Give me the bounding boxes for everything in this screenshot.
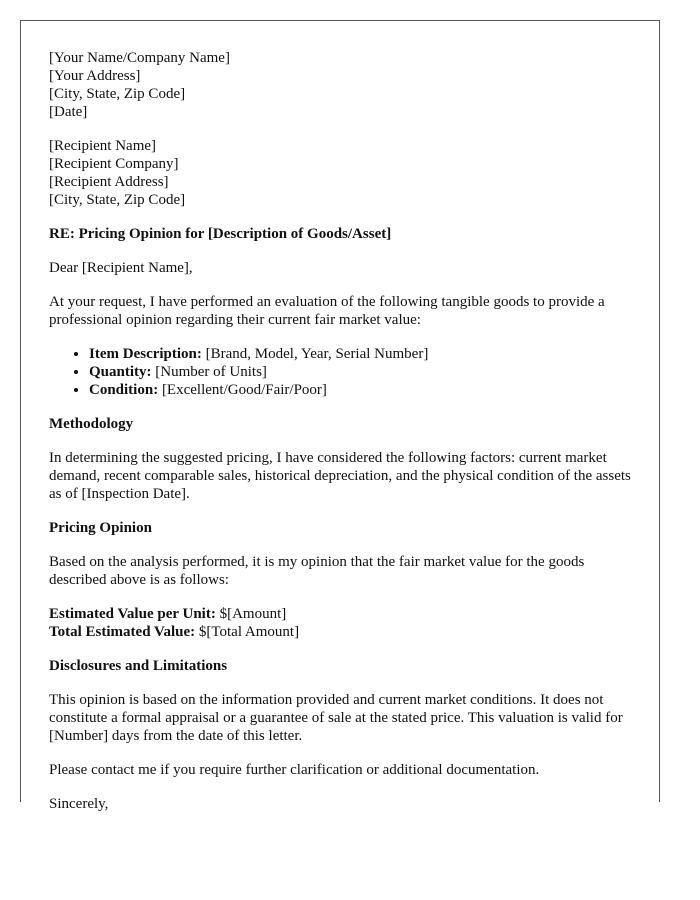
pricing-opinion-paragraph: Based on the analysis performed, it is my opinion that the fair market value for the goods described above is as follows: [49,554,585,588]
disclosures-paragraph: This opinion is based on the information provided and current market conditions. It does not constitute a formal appraisal or a guarantee of sale at the stated price. This valuation is valid for [Number] days from the date of this letter. [49,692,623,744]
total-value: $[Total Amount] [195,624,300,640]
recipient-name: [Recipient Name] [49,138,157,154]
total-label: Total Estimated Value: [49,624,196,640]
per-unit-label: Estimated Value per Unit: [49,606,216,622]
sender-address: [Your Address] [49,68,141,84]
total-line [49,623,637,641]
sender-name: [Your Name/Company Name] [49,50,230,66]
recipient-block [49,137,637,209]
valuation-block [49,605,637,641]
condition-value: [Excellent/Good/Fair/Poor] [158,382,327,398]
item-description-value: [Brand, Model, Year, Serial Number] [201,346,429,362]
goods-list [49,345,637,399]
recipient-address: [Recipient Address] [49,174,169,190]
condition-label: Condition: [89,382,159,398]
quantity-value: [Number of Units] [151,364,267,380]
subject-line: RE: Pricing Opinion for [Description of Goods/Asset] [49,226,392,242]
per-unit-line [49,605,637,623]
recipient-company: [Recipient Company] [49,156,179,172]
methodology-paragraph: In determining the suggested pricing, I have considered the following factors: current market demand, recent comparable sales, historical depreciation, and the physical condition of the assets as of [Inspection Date]. [49,450,631,502]
closing-paragraph: Please contact me if you require further clarification or additional documentation. [49,762,540,778]
sender-block [49,49,637,121]
methodology-heading: Methodology [49,416,134,432]
letter-page [20,20,660,812]
salutation: Dear [Recipient Name], [49,260,193,276]
recipient-city: [City, State, Zip Code] [49,192,186,208]
list-item [89,363,637,381]
list-item [89,381,637,399]
letter-content [49,49,637,813]
quantity-label: Quantity: [89,364,152,380]
pricing-opinion-heading: Pricing Opinion [49,520,152,536]
per-unit-value: $[Amount] [215,606,287,622]
list-item [89,345,637,363]
disclosures-heading: Disclosures and Limitations [49,658,228,674]
intro-paragraph: At your request, I have performed an evaluation of the following tangible goods to provide a professional opinion regarding their current fair market value: [49,294,605,328]
sender-city: [City, State, Zip Code] [49,86,186,102]
signoff: Sincerely, [49,796,109,812]
letter-date: [Date] [49,104,88,120]
item-description-label: Item Description: [89,346,202,362]
